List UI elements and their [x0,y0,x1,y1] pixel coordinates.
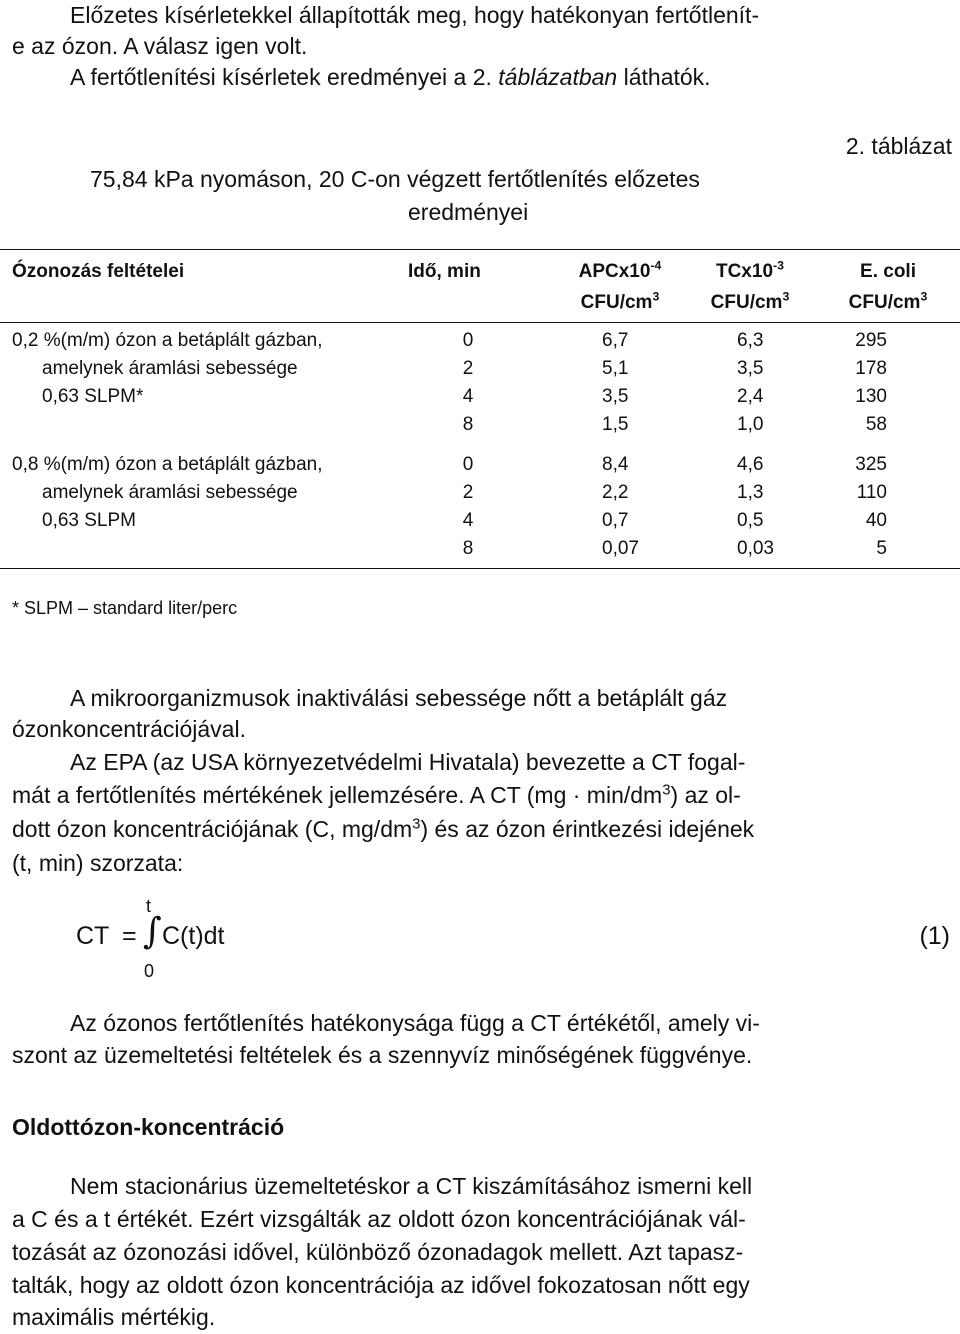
group-1-cond-line-1: 0,2 %(m/m) ózon a betáplált gázban, [12,330,323,351]
cell: 1,3 [737,482,764,503]
cell: 0 [462,330,474,351]
equation-number: (1) [919,922,950,950]
cell: 295 [855,330,887,351]
cell: 40 [865,510,887,531]
cell: 1,0 [737,414,764,435]
group-1-time [456,327,480,439]
para-4-line-4: talták, hogy az oldott ózon koncentrációja az idővel fokozatosan nőtt egy [12,1272,750,1298]
para-2-line-2-b: ) az ol- [670,782,741,808]
header-apc-unit-exp: 3 [652,289,660,304]
cell: 325 [855,454,887,475]
group-2-tc [737,451,774,563]
cell: 4 [462,510,474,531]
para-2-line-2 [12,780,741,810]
group-2-cond-line-2: amelynek áramlási sebessége [42,482,298,503]
para-2-line-2-sup: 3 [662,781,671,799]
table-footnote: * SLPM – standard liter/perc [12,598,238,618]
cell: 3,5 [737,358,764,379]
header-apc [550,258,690,317]
para-2-line-3-b: ) és az ózon érintkezési idejének [420,816,755,842]
header-ecoli [818,258,958,317]
table-top-rule [0,249,960,250]
integral-sign: ∫ [143,911,162,952]
para-1-line-2: ózonkoncentrációjával. [12,716,246,742]
para-2-line-3-sup: 3 [412,815,421,833]
group-2-conditions [12,451,323,535]
para-4-line-5: maximális mértékig. [12,1304,216,1330]
table-header-rule [0,322,960,323]
equation-integrand: C(t)dt [162,922,225,950]
group-2-cond-line-1: 0,8 %(m/m) ózon a betáplált gázban, [12,454,323,475]
group-2-apc [602,451,639,563]
para-4-line-3: tozását az ózonozási idővel, különböző ózonadagok mellett. Azt tapasz- [12,1239,744,1265]
group-2-time [456,451,480,563]
cell: 5 [876,538,887,559]
cell: 2,2 [602,482,629,503]
header-apc-label: APCx10 [578,261,651,282]
group-2-cond-line-3: 0,63 SLPM [42,510,136,531]
header-tc-label: TCx10 [715,261,774,282]
cell: 0,07 [602,538,639,559]
header-ecoli-unit: CFU/cm [848,292,921,313]
cell: 2 [462,482,474,503]
header-tc-unit: CFU/cm [710,292,783,313]
equation-upper-limit: t [146,896,152,916]
group-1-apc [602,327,628,439]
cell: 6,7 [602,330,629,351]
group-1-cond-line-2: amelynek áramlási sebessége [42,358,298,379]
cell: 0,03 [737,538,774,559]
header-apc-unit: CFU/cm [580,292,653,313]
header-apc-exp: -4 [650,258,662,273]
equation-equals: = [122,922,137,950]
group-1-tc [737,327,763,439]
header-tc-exp: -3 [773,258,784,273]
cell: 4,6 [737,454,764,475]
cell: 8,4 [602,454,629,475]
equation-lhs: CT [76,922,110,950]
cell: 2,4 [737,386,764,407]
cell: 8 [462,538,474,559]
table-bottom-rule [0,568,960,569]
para-2-line-2-a: mát a fertőtlenítés mértékének jellemzésére. A CT (mg · min/dm [12,782,663,808]
cell: 130 [855,386,887,407]
header-ecoli-label: E. coli [860,261,916,282]
para-1-line-1: A mikroorganizmusok inaktiválási sebessége nőtt a betáplált gáz [70,685,728,711]
table-caption-line-2: eredményei [408,199,529,225]
para-3-line-2: szont az üzemeltetési feltételek és a szennyvíz minőségének függvénye. [12,1042,753,1068]
header-conditions: Ózonozás feltételei [12,261,185,282]
header-time: Idő, min [408,261,481,282]
cell: 178 [855,358,887,379]
cell: 0 [462,454,474,475]
cell: 0,5 [737,510,764,531]
cell: 8 [462,414,474,435]
header-tc [680,258,820,317]
group-1-conditions [12,327,323,411]
para-4-line-2: a C és a t értékét. Ezért vizsgálták az oldott ózon koncentrációjának vál- [12,1206,746,1232]
cell: 5,1 [602,358,629,379]
cell: 1,5 [602,414,629,435]
table-caption-line-1: 75,84 kPa nyomáson, 20 C-on végzett fertőtlenítés előzetes [90,166,700,192]
cell: 3,5 [602,386,629,407]
para-2-line-3-a: dott ózon koncentrációjának (C, mg/dm [12,816,413,842]
para-2-line-4: (t, min) szorzata: [12,850,184,876]
intro-line-3 [70,62,711,92]
para-4-line-1: Nem stacionárius üzemeltetéskor a CT kiszámításához ismerni kell [70,1173,753,1199]
intro-line-3-a: A fertőtlenítési kísérletek eredményei a 2. [70,64,499,90]
para-3-line-1: Az ózonos fertőtlenítés hatékonysága függ a CT értékétől, amely vi- [70,1010,760,1036]
group-1-cond-line-3: 0,63 SLPM* [42,386,144,407]
cell: 2 [462,358,474,379]
section-heading: Oldottózon-koncentráció [12,1114,285,1140]
intro-line-3-c: láthatók. [617,64,711,90]
equation-lower-limit: 0 [144,961,155,981]
cell: 6,3 [737,330,764,351]
cell: 110 [856,482,887,503]
group-1-ecoli [840,327,887,439]
cell: 58 [865,414,887,435]
table-label: 2. táblázat [845,133,952,159]
group-2-ecoli [840,451,887,563]
intro-line-3-b: táblázatban [498,64,618,90]
intro-line-2: e az ózon. A válasz igen volt. [12,33,308,59]
header-tc-unit-exp: 3 [782,289,790,304]
cell: 4 [462,386,474,407]
para-2-line-1: Az EPA (az USA környezetvédelmi Hivatala) bevezette a CT fogal- [70,749,746,775]
header-ecoli-unit-exp: 3 [920,289,928,304]
para-2-line-3 [12,814,754,844]
cell: 0,7 [602,510,629,531]
intro-line-1: Előzetes kísérletekkel állapították meg, hogy hatékonyan fertőtlenít- [70,2,760,28]
